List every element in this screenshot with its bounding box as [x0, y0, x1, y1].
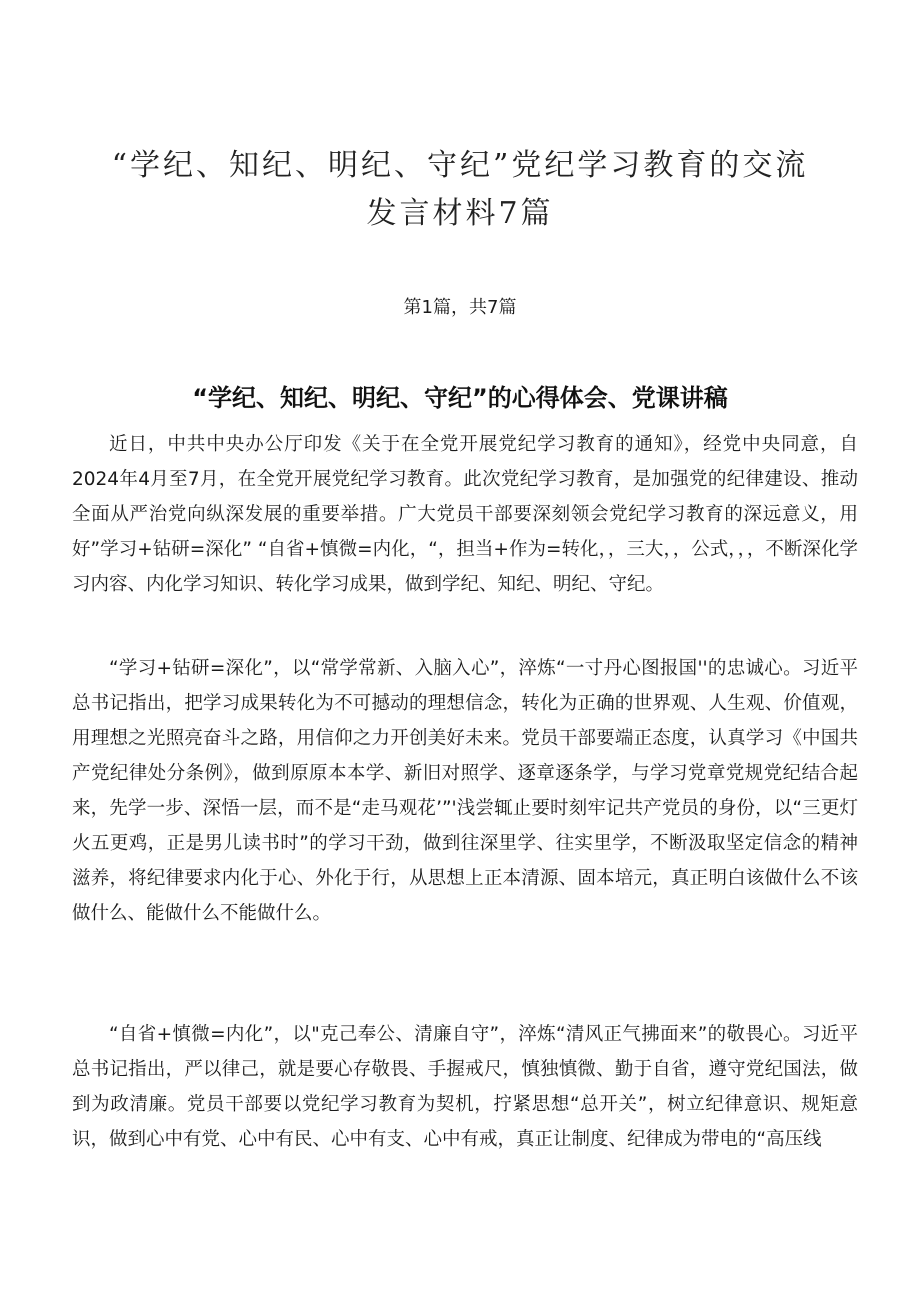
document-title-line-2: 发言材料7篇: [366, 196, 554, 232]
body-paragraph: 近日，中共中央办公厅印发《关于在全党开展党纪学习教育的通知》，经党中央同意，自2024年4月至7月，在全党开展党纪学习教育。此次党纪学习教育，是加强党的纪律建设、推动全面从严治党向纵深发展的重要举措。广大党员干部要深刻领会党纪学习教育的深远意义，用好”学习+钻研=深化” “自省+慎微=内化，“，担当+作为=转化，，三大，，公式，，，不断深化学习内容、内化学习知识、转化学习成果，做到学纪、知纪、明纪、守纪。: [72, 434, 859, 595]
part-label: 第1篇，共7篇: [403, 297, 517, 318]
body-paragraph: “学习+钻研=深化”，以“常学常新、入脑入心”，淬炼“一寸丹心图报国''的忠诚心。习近平总书记指出，把学习成果转化为不可撼动的理想信念，转化为正确的世界观、人生观、价值观，用理想之光照亮奋斗之路，用信仰之力开创美好未来。党员干部要端正态度，认真学习《中国共产党纪律处分条例》，做到原原本本学、新旧对照学、逐章逐条学，与学习党章党规党纪结合起来，先学一步、深悟一层，而不是“走马观花’”'浅尝辄止要时刻牢记共产党员的身份，以“三更灯火五更鸡，正是男儿读书时”的学习干劲，做到往深里学、往实里学，不断汲取坚定信念的精神滋养，将纪律要求内化于心、外化于行，从思想上正本清源、固本培元，真正明白该做什么不该做什么、能做什么不能做什么。: [72, 658, 858, 924]
document-title: [70, 142, 850, 238]
body-paragraph: “自省+慎微=内化”，以"克己奉公、清廉自守”，淬炼“清风正气拂面来”的敬畏心。习近平总书记指出，严以律己，就是要心存敬畏、手握戒尺，慎独慎微、勤于自省，遵守党纪国法，做到为政清廉。党员干部要以党纪学习教育为契机，拧紧思想“总开关”，树立纪律意识、规矩意识，做到心中有党、心中有民、心中有支、心中有戒，真正让制度、纪律成为带电的“高压线: [72, 1024, 858, 1150]
section-title: “学纪、知纪、明纪、守纪”的心得体会、党课讲稿: [192, 383, 728, 412]
document-title-line-1: “学纪、知纪、明纪、守纪”党纪学习教育的交流: [111, 148, 809, 184]
